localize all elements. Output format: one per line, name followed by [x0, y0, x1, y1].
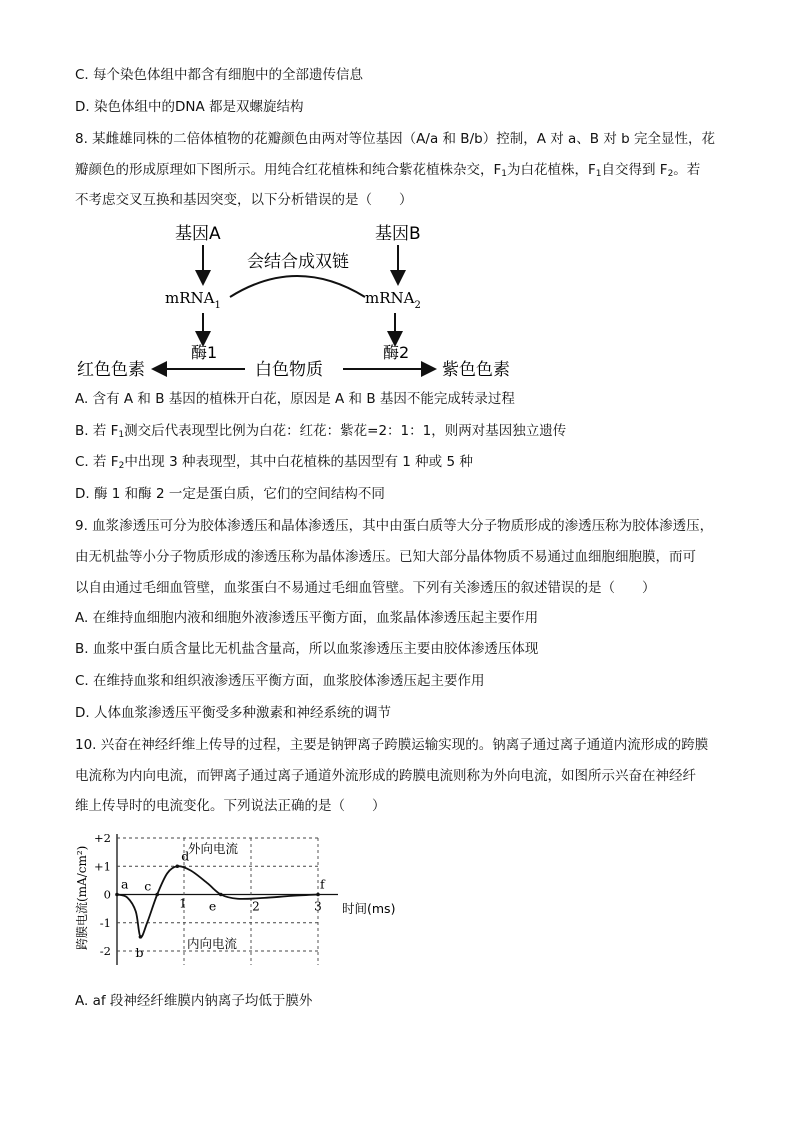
- binding-arc: [230, 276, 365, 297]
- gene-b-label: 基因B: [375, 224, 421, 244]
- membrane-current-chart: [70, 826, 410, 986]
- x-tick-label: 1: [179, 896, 187, 911]
- point-label-a: a: [121, 876, 129, 892]
- red-pigment-label: 红色色素: [77, 360, 145, 380]
- q10-stem-line2: 电流称为内向电流，而钾离子通过离子通道外流形成的跨膜电流则称为外向电流，如图所示兴奋在神经纤: [75, 768, 696, 784]
- x-tick-label: 3: [314, 899, 322, 914]
- q9-option-c: C. 在维持血浆和组织液渗透压平衡方面，血浆胶体渗透压起主要作用: [75, 673, 485, 689]
- mrna1-label: mRNA$_1$: [165, 289, 221, 311]
- q10-stem-line3: 维上传导时的电流变化。下列说法正确的是（ ）: [75, 798, 386, 814]
- q7-option-c: C. 每个染色体组中都含有细胞中的全部遗传信息: [75, 67, 364, 83]
- enzyme2-label: 酶2: [383, 343, 410, 362]
- point-b: [139, 935, 143, 939]
- gene-expression-diagram: [75, 215, 535, 385]
- gene-a-label: 基因A: [175, 224, 221, 244]
- q8-stem-line3: 不考虑交叉互换和基因突变，以下分析错误的是（ ）: [75, 192, 413, 208]
- point-f: [316, 893, 320, 897]
- q9-option-a: A. 在维持血细胞内液和细胞外液渗透压平衡方面，血浆晶体渗透压起主要作用: [75, 610, 539, 626]
- binding-label: 会结合成双链: [247, 252, 349, 272]
- current-curve: [117, 866, 318, 937]
- outward-current-label: 外向电流: [188, 841, 239, 856]
- point-label-d: d: [181, 848, 190, 864]
- y-tick-label: +1: [94, 859, 111, 874]
- q9-option-b: B. 血浆中蛋白质含量比无机盐含量高，所以血浆渗透压主要由胶体渗透压体现: [75, 641, 539, 657]
- point-label-c: c: [144, 878, 152, 894]
- point-a: [115, 893, 119, 897]
- point-d: [176, 864, 180, 868]
- y-tick-label: +2: [94, 831, 111, 845]
- q8-option-d: D. 酶 1 和酶 2 一定是蛋白质，它们的空间结构不同: [75, 486, 385, 502]
- q8-option-b: B. 若 $F_1$测交后代表现型比例为白花：红花：紫花=2：1：1，则两对基因独立遗传: [75, 423, 567, 440]
- x-tick-label: 2: [252, 899, 260, 914]
- q10-stem-line1: 10. 兴奋在神经纤维上传导的过程，主要是钠钾离子跨膜运输实现的。钠离子通过离子通道内流形成的跨膜: [75, 737, 709, 753]
- q9-stem-line2: 由无机盐等小分子物质形成的渗透压称为晶体渗透压。已知大部分晶体物质不易通过血细胞细胞膜，而可: [75, 549, 696, 565]
- point-label-f: f: [320, 876, 325, 892]
- q9-option-d: D. 人体血浆渗透压平衡受多种激素和神经系统的调节: [75, 705, 391, 721]
- point-c: [155, 893, 159, 897]
- y-tick-label: -1: [99, 915, 111, 930]
- q8-option-c: C. 若 $F_2$中出现 3 种表现型，其中白花植株的基因型有 1 种或 5 种: [75, 454, 473, 471]
- q9-stem-line3: 以自由通过毛细血管壁，血浆蛋白不易通过毛细血管壁。下列有关渗透压的叙述错误的是（ ）: [75, 580, 656, 596]
- purple-pigment-label: 紫色色素: [442, 360, 510, 380]
- inward-current-label: 内向电流: [187, 936, 238, 951]
- y-axis-label: 跨膜电流(mA/cm²): [75, 845, 89, 950]
- q8-stem-line1: 8. 某雌雄同株的二倍体植物的花瓣颜色由两对等位基因（A/a 和 B/b）控制，A 对 a、B 对 b 完全显性，花: [75, 131, 715, 147]
- enzyme1-label: 酶1: [191, 343, 218, 362]
- q10-option-a: A. af 段神经纤维膜内钠离子均低于膜外: [75, 993, 313, 1009]
- q9-stem-line1: 9. 血浆渗透压可分为胶体渗透压和晶体渗透压，其中由蛋白质等大分子物质形成的渗透压称为胶体渗透压，: [75, 518, 714, 534]
- y-tick-label: -2: [99, 944, 111, 958]
- q7-option-d: D. 染色体组中的DNA 都是双螺旋结构: [75, 99, 304, 115]
- x-axis-label: 时间(ms): [342, 901, 396, 916]
- point-label-e: e: [208, 898, 217, 914]
- white-substance-label: 白色物质: [255, 360, 323, 380]
- y-tick-label: 0: [103, 887, 111, 902]
- q8-option-a: A. 含有 A 和 B 基因的植株开白花，原因是 A 和 B 基因不能完成转录过程: [75, 391, 515, 407]
- q8-stem-line2: 瓣颜色的形成原理如下图所示。用纯合红花植株和纯合紫花植株杂交，$F_1$为白花植株，$F_1$自交得到 $F_2$。若: [75, 162, 701, 179]
- point-e: [219, 893, 223, 897]
- point-label-b: b: [135, 944, 144, 960]
- mrna2-label: mRNA$_2$: [365, 289, 421, 311]
